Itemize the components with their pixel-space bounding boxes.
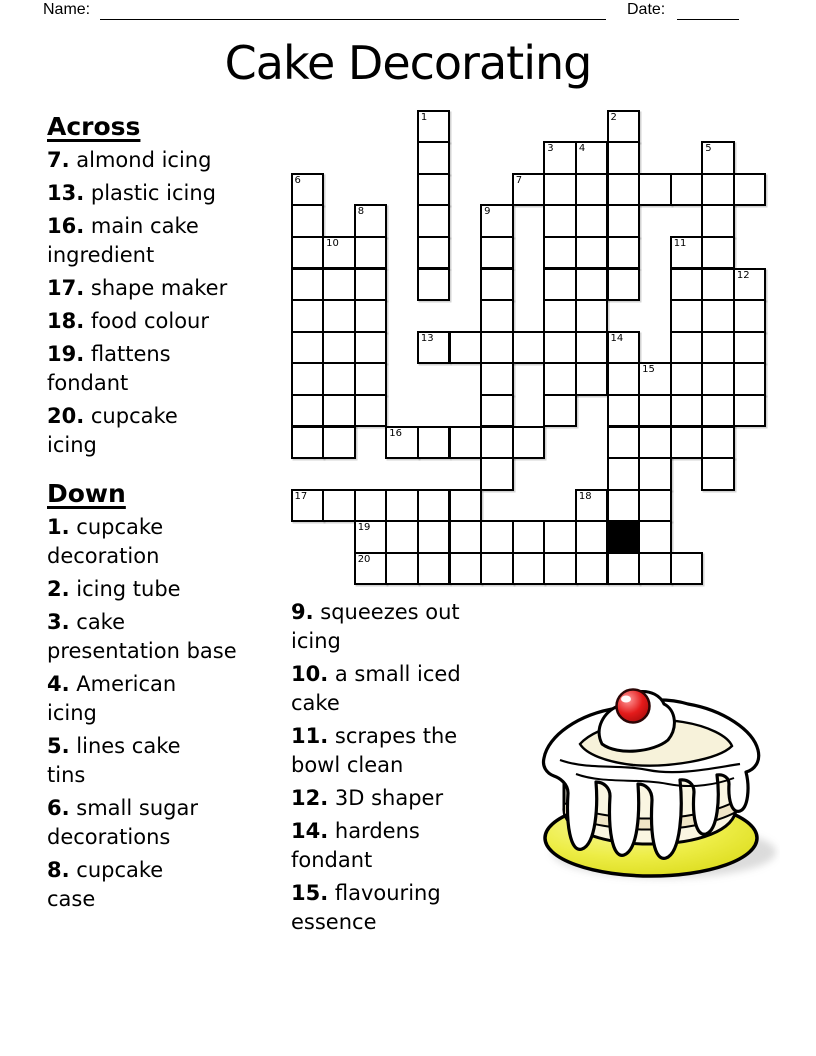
grid-cell[interactable]: [322, 299, 356, 333]
grid-cell[interactable]: [385, 552, 419, 586]
across-clue-list: [47, 146, 289, 460]
grid-cell-number: 19: [357, 522, 371, 534]
grid-cell[interactable]: [733, 331, 767, 365]
grid-cell[interactable]: [354, 520, 388, 554]
grid-cell[interactable]: [638, 489, 672, 523]
grid-cell[interactable]: [291, 204, 325, 238]
grid-cell[interactable]: [701, 204, 735, 238]
grid-cell[interactable]: [449, 520, 483, 554]
grid-cell[interactable]: [417, 110, 451, 144]
grid-cell[interactable]: [607, 362, 641, 396]
grid-cell[interactable]: [322, 268, 356, 302]
grid-cell[interactable]: [670, 362, 704, 396]
grid-cell[interactable]: [291, 236, 325, 270]
grid-cell[interactable]: [607, 489, 641, 523]
grid-cell[interactable]: [449, 489, 483, 523]
grid-cell[interactable]: [543, 520, 577, 554]
grid-cell-number: 6: [294, 174, 301, 186]
grid-cell[interactable]: [512, 552, 546, 586]
down-clue-list: [47, 513, 289, 914]
clue-number: 16.: [47, 214, 85, 238]
clue-8: 8. cupcake case: [47, 858, 164, 911]
grid-cell[interactable]: [701, 173, 735, 207]
grid-cell[interactable]: [638, 520, 672, 554]
grid-cell[interactable]: [291, 331, 325, 365]
grid-cell[interactable]: [575, 299, 609, 333]
grid-cell[interactable]: [322, 394, 356, 428]
grid-cell[interactable]: [480, 394, 514, 428]
grid-cell-number: 1: [420, 111, 428, 123]
grid-cell[interactable]: [701, 394, 735, 428]
grid-cell[interactable]: [733, 394, 767, 428]
grid-cell[interactable]: [385, 520, 419, 554]
cherry-icon: [617, 690, 650, 723]
worksheet-title: Cake Decorating: [224, 36, 592, 90]
grid-cell[interactable]: [354, 362, 388, 396]
clue-number: 18.: [47, 309, 85, 333]
grid-cell[interactable]: [449, 331, 483, 365]
grid-cell[interactable]: [417, 268, 451, 302]
grid-cell[interactable]: [480, 552, 514, 586]
down-heading: Down: [47, 479, 126, 508]
grid-cell[interactable]: [322, 236, 356, 270]
grid-cell[interactable]: [291, 268, 325, 302]
grid-cell[interactable]: [607, 426, 641, 460]
grid-cell[interactable]: [480, 457, 514, 491]
clue-15: 15. flavouring essence: [291, 881, 441, 934]
grid-cell[interactable]: [385, 489, 419, 523]
grid-cell-number: 16: [389, 427, 403, 439]
grid-cell[interactable]: [638, 173, 672, 207]
grid-cell[interactable]: [575, 552, 609, 586]
grid-cell[interactable]: [733, 268, 767, 302]
grid-cell[interactable]: [543, 299, 577, 333]
clue-3: 3. cake presentation base: [47, 610, 237, 663]
clue-number: 11.: [291, 724, 329, 748]
clue-number: 2.: [47, 577, 70, 601]
grid-cell[interactable]: [670, 331, 704, 365]
grid-cell[interactable]: [638, 426, 672, 460]
grid-cell[interactable]: [607, 552, 641, 586]
clue-9: 9. squeezes out icing: [291, 600, 460, 653]
grid-cell[interactable]: [575, 141, 609, 175]
grid-cell[interactable]: [638, 457, 672, 491]
grid-cell[interactable]: [701, 141, 735, 175]
clue-number: 4.: [47, 672, 70, 696]
grid-cell[interactable]: [670, 268, 704, 302]
grid-cell[interactable]: [417, 520, 451, 554]
grid-cell[interactable]: [607, 173, 641, 207]
grid-cell[interactable]: [291, 173, 325, 207]
name-input-line[interactable]: [100, 19, 606, 20]
grid-cell[interactable]: [543, 236, 577, 270]
grid-cell[interactable]: [354, 236, 388, 270]
grid-cell-number: 12: [736, 269, 750, 281]
clue-19: 19. flattens fondant: [47, 342, 171, 395]
clue-number: 17.: [47, 276, 85, 300]
clue-7: 7. almond icing: [47, 148, 212, 172]
grid-cell[interactable]: [417, 141, 451, 175]
grid-cell[interactable]: [575, 331, 609, 365]
grid-cell[interactable]: [701, 362, 735, 396]
date-label: Date:: [627, 1, 666, 18]
clue-5: 5. lines cake tins: [47, 734, 181, 787]
grid-cell[interactable]: [733, 173, 767, 207]
grid-cell[interactable]: [607, 236, 641, 270]
clue-number: 12.: [291, 786, 329, 810]
clue-18: 18. food colour: [47, 309, 209, 333]
grid-cell[interactable]: [512, 426, 546, 460]
grid-cell[interactable]: [607, 141, 641, 175]
grid-cell[interactable]: [322, 362, 356, 396]
grid-cell[interactable]: [607, 331, 641, 365]
grid-cell[interactable]: [417, 173, 451, 207]
grid-cell[interactable]: [607, 204, 641, 238]
grid-cell[interactable]: [670, 552, 704, 586]
clue-16: 16. main cake ingredient: [47, 214, 199, 267]
grid-cell[interactable]: [575, 489, 609, 523]
clue-4: 4. American icing: [47, 672, 177, 725]
clue-20: 20. cupcake icing: [47, 404, 178, 457]
clue-column-left: [47, 111, 289, 914]
clue-11: 11. scrapes the bowl clean: [291, 724, 458, 777]
clue-12: 12. 3D shaper: [291, 786, 444, 810]
grid-cell-number: 13: [420, 332, 434, 344]
grid-cell-number: 5: [705, 143, 712, 155]
clue-number: 3.: [47, 610, 70, 634]
clue-number: 8.: [47, 858, 70, 882]
grid-cell[interactable]: [354, 552, 388, 586]
grid-cell-number: 20: [357, 553, 371, 565]
grid-cell[interactable]: [417, 204, 451, 238]
grid-cell[interactable]: [512, 520, 546, 554]
grid-cell-number: 17: [294, 490, 308, 502]
grid-cell[interactable]: [575, 362, 609, 396]
grid-cell[interactable]: [417, 331, 451, 365]
grid-cell[interactable]: [575, 204, 609, 238]
clue-number: 10.: [291, 662, 329, 686]
grid-cell[interactable]: [512, 173, 546, 207]
grid-cell[interactable]: [291, 489, 325, 523]
grid-cell[interactable]: [701, 331, 735, 365]
grid-cell-number: 9: [484, 206, 491, 218]
grid-cell-blocked: [607, 520, 641, 554]
grid-cell-number: 4: [578, 143, 586, 155]
grid-cell-number: 10: [326, 237, 339, 249]
grid-cell[interactable]: [733, 299, 767, 333]
grid-cell[interactable]: [575, 236, 609, 270]
grid-cell[interactable]: [322, 426, 356, 460]
grid-cell[interactable]: [480, 520, 514, 554]
cherry-highlight: [621, 696, 631, 703]
clue-number: 9.: [291, 600, 314, 624]
clue-13: 13. plastic icing: [47, 181, 216, 205]
clue-14: 14. hardens fondant: [291, 819, 420, 872]
grid-cell[interactable]: [670, 236, 704, 270]
grid-cell[interactable]: [733, 362, 767, 396]
grid-cell[interactable]: [670, 394, 704, 428]
grid-cell[interactable]: [322, 331, 356, 365]
grid-cell[interactable]: [670, 173, 704, 207]
grid-cell[interactable]: [449, 552, 483, 586]
down-clue-list-continued: [291, 598, 511, 937]
grid-cell[interactable]: [291, 426, 325, 460]
grid-cell[interactable]: [354, 394, 388, 428]
grid-cell[interactable]: [543, 204, 577, 238]
grid-cell-number: 18: [578, 490, 592, 502]
grid-cell[interactable]: [449, 426, 483, 460]
grid-cell[interactable]: [480, 204, 514, 238]
clue-number: 1.: [47, 515, 70, 539]
grid-cell[interactable]: [638, 362, 672, 396]
grid-cell[interactable]: [480, 426, 514, 460]
grid-cell[interactable]: [575, 268, 609, 302]
grid-cell[interactable]: [354, 489, 388, 523]
clue-number: 19.: [47, 342, 85, 366]
grid-cell[interactable]: [607, 457, 641, 491]
clue-column-middle: [291, 594, 511, 937]
grid-cell[interactable]: [543, 552, 577, 586]
grid-cell[interactable]: [291, 362, 325, 396]
clue-17: 17. shape maker: [47, 276, 228, 300]
grid-cell[interactable]: [607, 394, 641, 428]
grid-cell[interactable]: [701, 457, 735, 491]
clue-2: 2. icing tube: [47, 577, 181, 601]
grid-cell[interactable]: [638, 394, 672, 428]
grid-cell[interactable]: [385, 426, 419, 460]
clue-number: 13.: [47, 181, 85, 205]
grid-cell[interactable]: [480, 299, 514, 333]
grid-cell[interactable]: [607, 110, 641, 144]
clue-10: 10. a small iced cake: [291, 662, 461, 715]
grid-cell-number: 7: [515, 174, 523, 186]
clue-number: 15.: [291, 881, 329, 905]
grid-cell[interactable]: [638, 552, 672, 586]
grid-cell[interactable]: [701, 426, 735, 460]
grid-cell[interactable]: [701, 236, 735, 270]
grid-cell[interactable]: [480, 362, 514, 396]
grid-cell[interactable]: [417, 236, 451, 270]
clue-number: 5.: [47, 734, 70, 758]
grid-cell-number: 2: [610, 111, 617, 123]
grid-cell[interactable]: [417, 552, 451, 586]
grid-cell[interactable]: [354, 204, 388, 238]
grid-cell[interactable]: [480, 331, 514, 365]
grid-cell[interactable]: [575, 173, 609, 207]
grid-cell-number: 15: [642, 364, 655, 376]
grid-cell[interactable]: [354, 268, 388, 302]
grid-cell[interactable]: [291, 394, 325, 428]
cake-clipart: [518, 648, 780, 888]
grid-cell-number: 3: [547, 143, 554, 155]
grid-cell[interactable]: [417, 426, 451, 460]
clue-number: 20.: [47, 404, 85, 428]
grid-cell[interactable]: [543, 268, 577, 302]
grid-cell[interactable]: [322, 489, 356, 523]
clue-6: 6. small sugar decorations: [47, 796, 198, 849]
grid-cell[interactable]: [670, 299, 704, 333]
grid-cell[interactable]: [354, 331, 388, 365]
grid-cell[interactable]: [543, 173, 577, 207]
grid-cell-number: 11: [673, 237, 687, 249]
grid-cell-number: 14: [610, 332, 624, 344]
grid-cell[interactable]: [701, 299, 735, 333]
grid-cell[interactable]: [670, 426, 704, 460]
clue-number: 14.: [291, 819, 329, 843]
grid-cell[interactable]: [354, 299, 388, 333]
grid-cell[interactable]: [575, 520, 609, 554]
grid-cell[interactable]: [291, 299, 325, 333]
grid-cell[interactable]: [701, 268, 735, 302]
clue-number: 7.: [47, 148, 70, 172]
grid-cell[interactable]: [607, 268, 641, 302]
clue-1: 1. cupcake decoration: [47, 515, 164, 568]
grid-cell[interactable]: [512, 331, 546, 365]
grid-cell[interactable]: [543, 394, 577, 428]
grid-cell[interactable]: [480, 268, 514, 302]
date-input-line[interactable]: [677, 19, 739, 20]
grid-cell[interactable]: [543, 331, 577, 365]
name-label: Name:: [43, 1, 91, 18]
grid-cell[interactable]: [417, 489, 451, 523]
grid-cell-number: 8: [357, 206, 365, 218]
grid-cell[interactable]: [543, 362, 577, 396]
clue-number: 6.: [47, 796, 70, 820]
grid-cell[interactable]: [480, 236, 514, 270]
grid-cell[interactable]: [543, 141, 577, 175]
across-heading: Across: [47, 112, 141, 141]
